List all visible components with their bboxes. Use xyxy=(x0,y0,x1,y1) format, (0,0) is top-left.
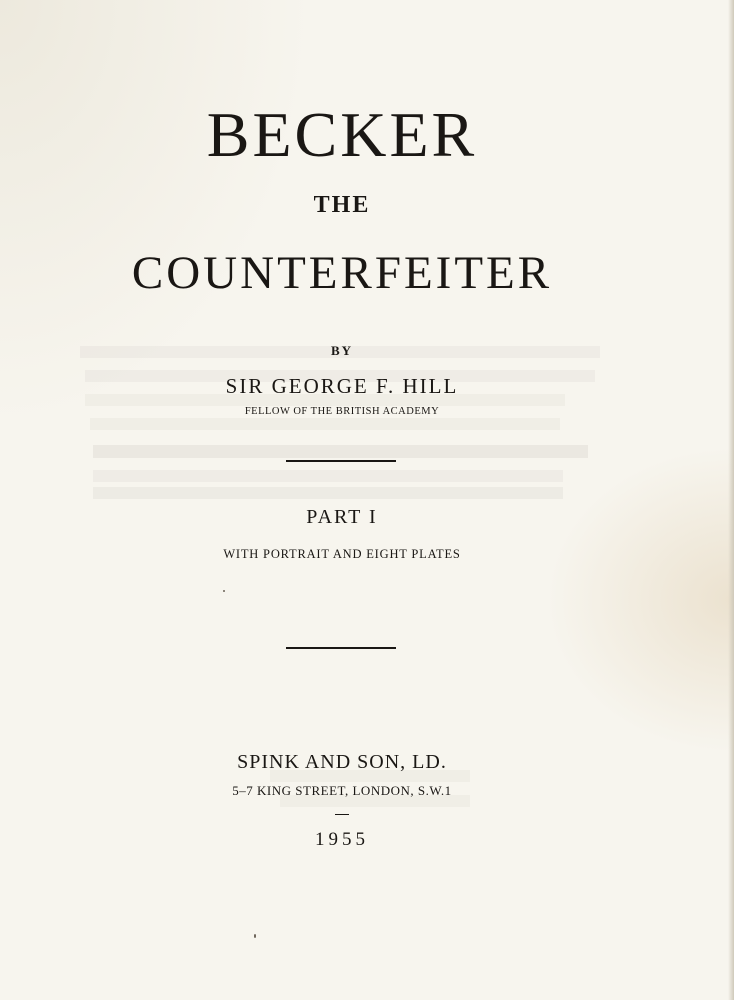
author-affiliation: FELLOW OF THE BRITISH ACADEMY xyxy=(244,406,440,417)
page-edge-shadow xyxy=(728,0,734,1000)
show-through-line xyxy=(93,487,563,499)
divider-rule xyxy=(286,647,396,649)
title-line-2: THE xyxy=(313,192,371,218)
title-line-3: COUNTERFEITER xyxy=(131,247,553,299)
publisher-address: 5–7 KING STREET, LONDON, S.W.1 xyxy=(232,783,452,798)
paper-speck xyxy=(254,934,256,938)
paper-speck xyxy=(223,590,225,592)
part-label: PART I xyxy=(306,506,378,528)
divider-rule xyxy=(286,460,396,462)
publication-year: 1955 xyxy=(315,829,369,850)
show-through-line xyxy=(93,470,563,482)
short-divider-rule xyxy=(335,814,349,815)
author-name: SIR GEORGE F. HILL xyxy=(225,374,459,398)
title-line-1: BECKER xyxy=(206,99,478,170)
show-through-line xyxy=(90,418,560,430)
publisher-name: SPINK AND SON, LD. xyxy=(237,751,447,773)
show-through-line xyxy=(93,445,588,458)
by-label: BY xyxy=(330,343,354,358)
part-subtitle: WITH PORTRAIT AND EIGHT PLATES xyxy=(223,547,461,561)
